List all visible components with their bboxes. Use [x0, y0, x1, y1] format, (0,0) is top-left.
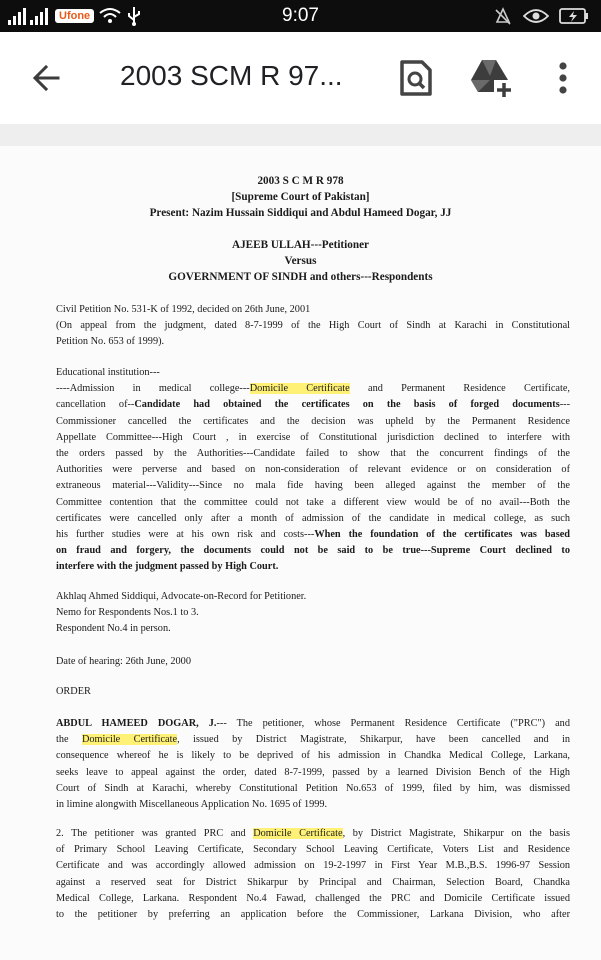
headnote-line: the orders passed by the Authorities---Candidate failed to show that the concurrent findings of the	[56, 448, 570, 460]
alarm-off-icon	[493, 6, 513, 26]
para-line: Court of Sindh at Karachi, whereby Constitutional Petition No.653 of 1999, filed by him, was dismissed	[56, 782, 570, 794]
headnote-line	[56, 397, 570, 413]
text-run: ---	[559, 399, 571, 411]
para-line	[56, 716, 570, 732]
counsel	[56, 589, 570, 638]
paragraph-1	[56, 716, 570, 813]
hearing-line: Date of hearing: 26th June, 2000	[56, 656, 191, 667]
bold-run: interfere with the judgment passed by High Court.	[56, 561, 279, 573]
eye-icon	[523, 7, 549, 25]
headnote-line: Authorities were perverse and based on non-consideration of relevant evidence or on consideration of	[56, 464, 570, 476]
document-page	[0, 146, 601, 960]
text-run: the	[56, 734, 82, 746]
text-run: 2. The petitioner was granted PRC and	[56, 828, 254, 839]
document-title: 2003 SCM R 97...	[120, 60, 343, 91]
bold-run: Candidate had obtained the certificates on the basis of forged documents	[134, 399, 560, 411]
paragraph-2	[56, 826, 570, 923]
add-to-drive-icon[interactable]	[468, 56, 514, 100]
para-line: of Primary School Leaving Certificate, Secondary School Leaving Certificate, Voters List and Residence	[56, 844, 570, 856]
back-arrow-icon[interactable]	[26, 58, 66, 98]
headnote-line: extraneous material---Validity---Since no mala fide having been alleged against the member of the	[56, 480, 570, 492]
bold-run: on fraud and forgery, the documents could not be said to be true---Supreme Court declined to	[56, 545, 570, 557]
court-name: [Supreme Court of Pakistan]	[231, 191, 370, 203]
petitioner: AJEEB ULLAH---Petitioner	[231, 239, 370, 251]
para-line: in limine alongwith Miscellaneous Application No. 1695 of 1999.	[56, 799, 328, 811]
respondent: GOVERNMENT OF SINDH and others---Respondents	[168, 271, 433, 283]
more-vert-icon[interactable]	[553, 58, 573, 98]
app-bar	[0, 32, 601, 125]
order-heading	[56, 684, 570, 700]
counsel-line: Nemo for Respondents Nos.1 to 3.	[56, 607, 199, 619]
para-line: seeks leave to appeal against the order, dated 8-7-1999, passed by a learned Division Bench of the High	[56, 766, 570, 778]
para-line	[56, 826, 570, 842]
text-run: ----Admission in medical college---	[56, 383, 250, 395]
case-line: Petition No. 653 of 1999).	[56, 336, 165, 348]
para-line	[56, 732, 570, 748]
para-line: Certificate and was accordingly allowed admission on 19-2-1997 in First Year M.B.,B.S. 1996-97 Session	[56, 860, 570, 872]
headnote-line	[56, 381, 570, 397]
counsel-line: Respondent No.4 in person.	[56, 623, 171, 635]
bold-run: When the foundation of the certificates was based	[314, 529, 570, 541]
text-run: , by District Magistrate, Shikarpur on the basis	[342, 828, 570, 839]
battery-icon	[559, 7, 589, 25]
text-run: cancellation of--	[56, 399, 135, 411]
headnote	[56, 365, 570, 576]
para-line: Medical College, Larkana. Respondent No.4 Fawad, challenged the PRC and Domicile Certificate issued	[56, 892, 570, 904]
case-line: (On appeal from the judgment, dated 8-7-1999 of the High Court of Sindh at Karachi in Constitutional	[56, 320, 570, 332]
text-run: his further studies were at his own risk and costs---	[56, 529, 315, 541]
highlight[interactable]: Domicile Certificate	[249, 383, 350, 395]
text-run: , issued by District Magistrate, Shikarpur, have been cancelled and in	[177, 734, 571, 746]
headnote-line: Commissioner cancelled the certificates and the decision was upheld by the Permanent Residence	[56, 415, 570, 427]
headnote-label: Educational institution---	[56, 367, 160, 378]
para-line: against a reserved seat for District Shikarpur by Principal and Chairman, Selection Board, Chandka	[56, 876, 570, 888]
case-details	[56, 302, 570, 351]
case-line: Civil Petition No. 531-K of 1992, decided on 26th June, 2001	[56, 304, 311, 315]
status-right	[493, 6, 589, 26]
highlight[interactable]: Domicile Certificate	[253, 828, 343, 839]
text-run: and Permanent Residence Certificate,	[349, 383, 570, 395]
highlight[interactable]: Domicile Certificate	[81, 734, 178, 746]
find-in-page-icon[interactable]	[398, 58, 434, 98]
headnote-line: certificates were cancelled only after a month of admission of the candidate in medical college, as such	[56, 512, 570, 524]
headnote-line: Committee contention that the committee could not take a different view would be of no avail---Both the	[56, 496, 570, 508]
para-line: consequence whereof he is likely to be deprived of his admission in Chandka Medical College, Larkana,	[56, 750, 570, 762]
carrier-label: Ufone	[55, 9, 94, 23]
status-bar	[0, 0, 601, 32]
status-time: 9:07	[282, 5, 319, 26]
hearing-date	[56, 654, 570, 670]
versus: Versus	[284, 255, 317, 267]
toolbar-shadow	[0, 124, 601, 146]
para-line: to the petitioner by preferring an application before the Commissioner, Larkana Division, who after	[56, 909, 570, 921]
headnote-line	[56, 559, 570, 575]
counsel-line: Akhlaq Ahmed Siddiqui, Advocate-on-Record for Petitioner.	[56, 591, 307, 602]
headnote-line	[56, 543, 570, 559]
citation: 2003 S C M R 978	[257, 175, 344, 187]
headnote-line: Appellate Committee---High Court , in exercise of Constitutional jurisdiction declined to interfere with	[56, 431, 570, 443]
bold-run: ABDUL HAMEED DOGAR, J.	[56, 718, 217, 729]
bench: Present: Nazim Hussain Siddiqui and Abdul Hameed Dogar, JJ	[149, 207, 452, 219]
order-line: ORDER	[56, 686, 91, 697]
text-run: --- The petitioner, whose Permanent Residence Certificate ("PRC") and	[216, 718, 570, 729]
headnote-line	[56, 527, 570, 543]
